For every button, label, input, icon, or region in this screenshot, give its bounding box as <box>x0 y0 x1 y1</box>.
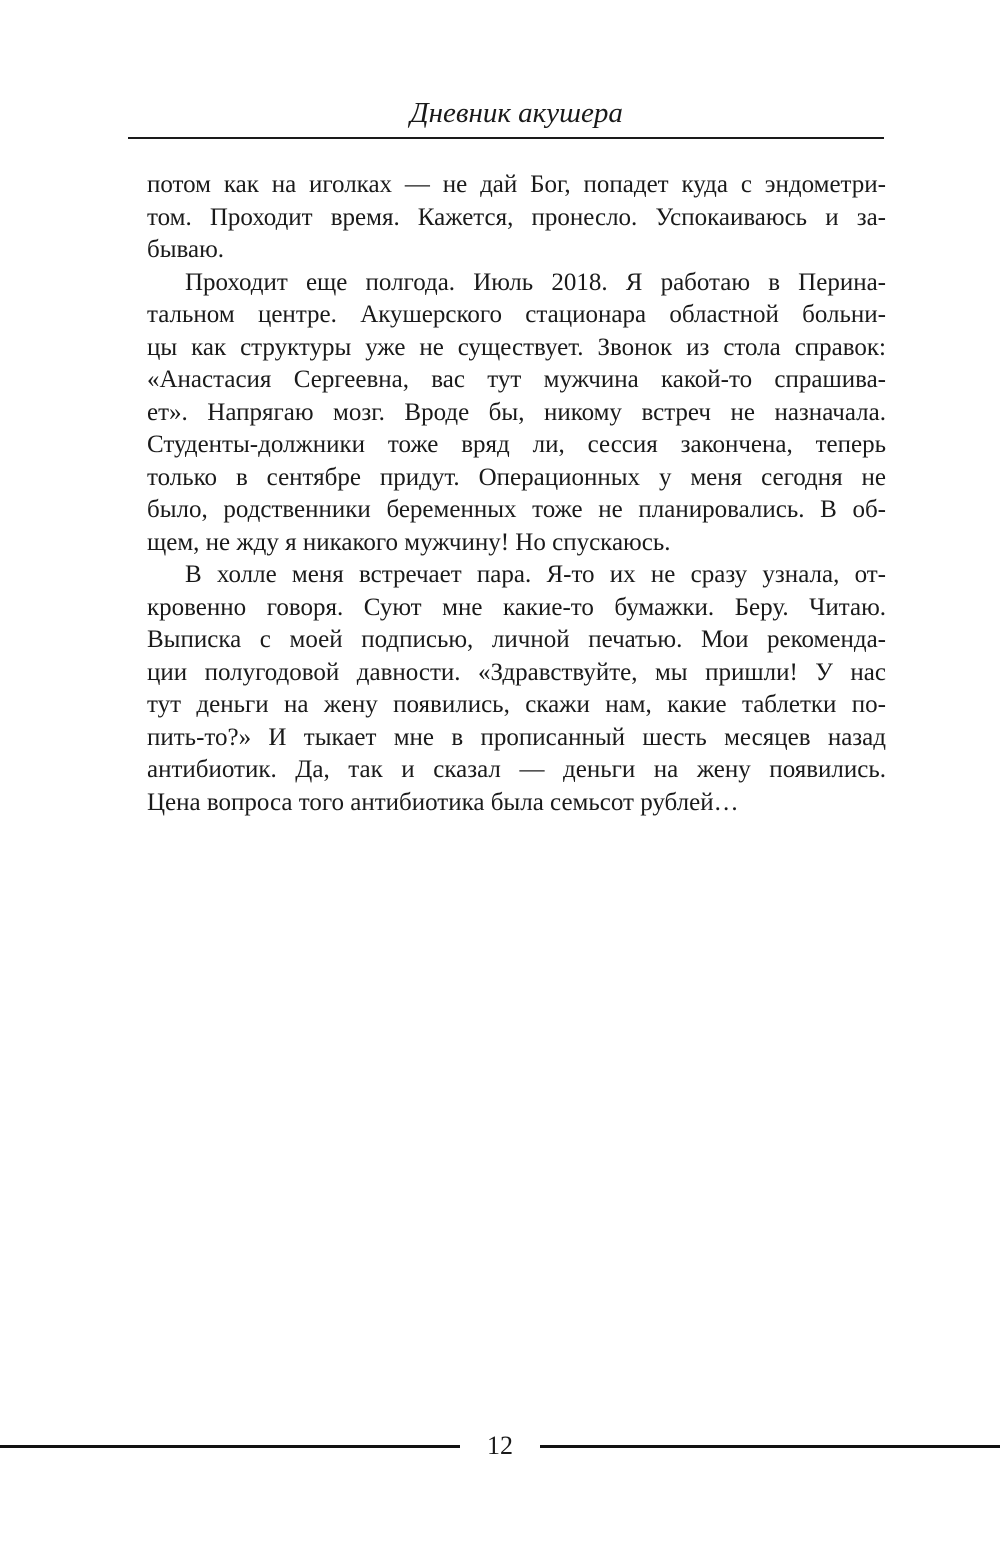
text-line: тут деньги на жену появились, скажи нам, какие таблетки по- <box>147 691 886 718</box>
text-line: Проходит еще полгода. Июль 2018. Я работаю в Перина- <box>185 268 886 296</box>
text-line: было, родственники беременных тоже не планировались. В об- <box>147 496 886 523</box>
running-title: Дневник акушера <box>410 97 623 129</box>
footer-rule-left <box>0 1445 460 1448</box>
body-text <box>147 169 886 819</box>
footer-rule-right <box>540 1445 1000 1448</box>
text-line: щем, не жду я никакого мужчину! Но спускаюсь. <box>147 528 671 556</box>
text-line: кровенно говоря. Суют мне какие-то бумажки. Беру. Читаю. <box>147 593 886 621</box>
text-line: Цена вопроса того антибиотика была семьсот рублей… <box>147 788 739 816</box>
text-line: бываю. <box>147 236 225 263</box>
paragraphs <box>147 169 886 819</box>
footer <box>0 1429 1000 1463</box>
paragraph <box>147 169 886 267</box>
paragraph <box>147 559 886 819</box>
text-line: Студенты-должники тоже вряд ли, сессия закончена, теперь <box>147 431 886 458</box>
header-rule <box>128 137 884 139</box>
text-line: В холле меня встречает пара. Я-то их не сразу узнала, от- <box>185 561 886 588</box>
text-line: тальном центре. Акушерского стационара областной больни- <box>147 301 886 328</box>
page-number: 12 <box>487 1431 513 1460</box>
text-line: пить-то?» И тыкает мне в прописанный шесть месяцев назад <box>147 723 886 751</box>
text-line: ет». Напрягаю мозг. Вроде бы, никому встреч не назначала. <box>147 398 886 426</box>
paragraph <box>147 267 886 560</box>
text-line: ции полугодовой давности. «Здравствуйте, мы пришли! У нас <box>147 658 886 686</box>
text-line: Выписка с моей подписью, личной печатью. Мои рекоменда- <box>147 626 886 653</box>
text-line: цы как структуры уже не существует. Звонок из стола справок: <box>147 333 886 361</box>
text-line: антибиотик. Да, так и сказал — деньги на жену появились. <box>147 756 886 783</box>
text-line: «Анастасия Сергеевна, вас тут мужчина какой-то спрашива- <box>147 366 886 393</box>
text-line: потом как на иголках — не дай Бог, попадет куда с эндометри- <box>147 171 886 198</box>
text-line: только в сентябре придут. Операционных у меня сегодня не <box>147 463 886 491</box>
text-line: том. Проходит время. Кажется, пронесло. Успокаиваюсь и за- <box>147 203 886 231</box>
